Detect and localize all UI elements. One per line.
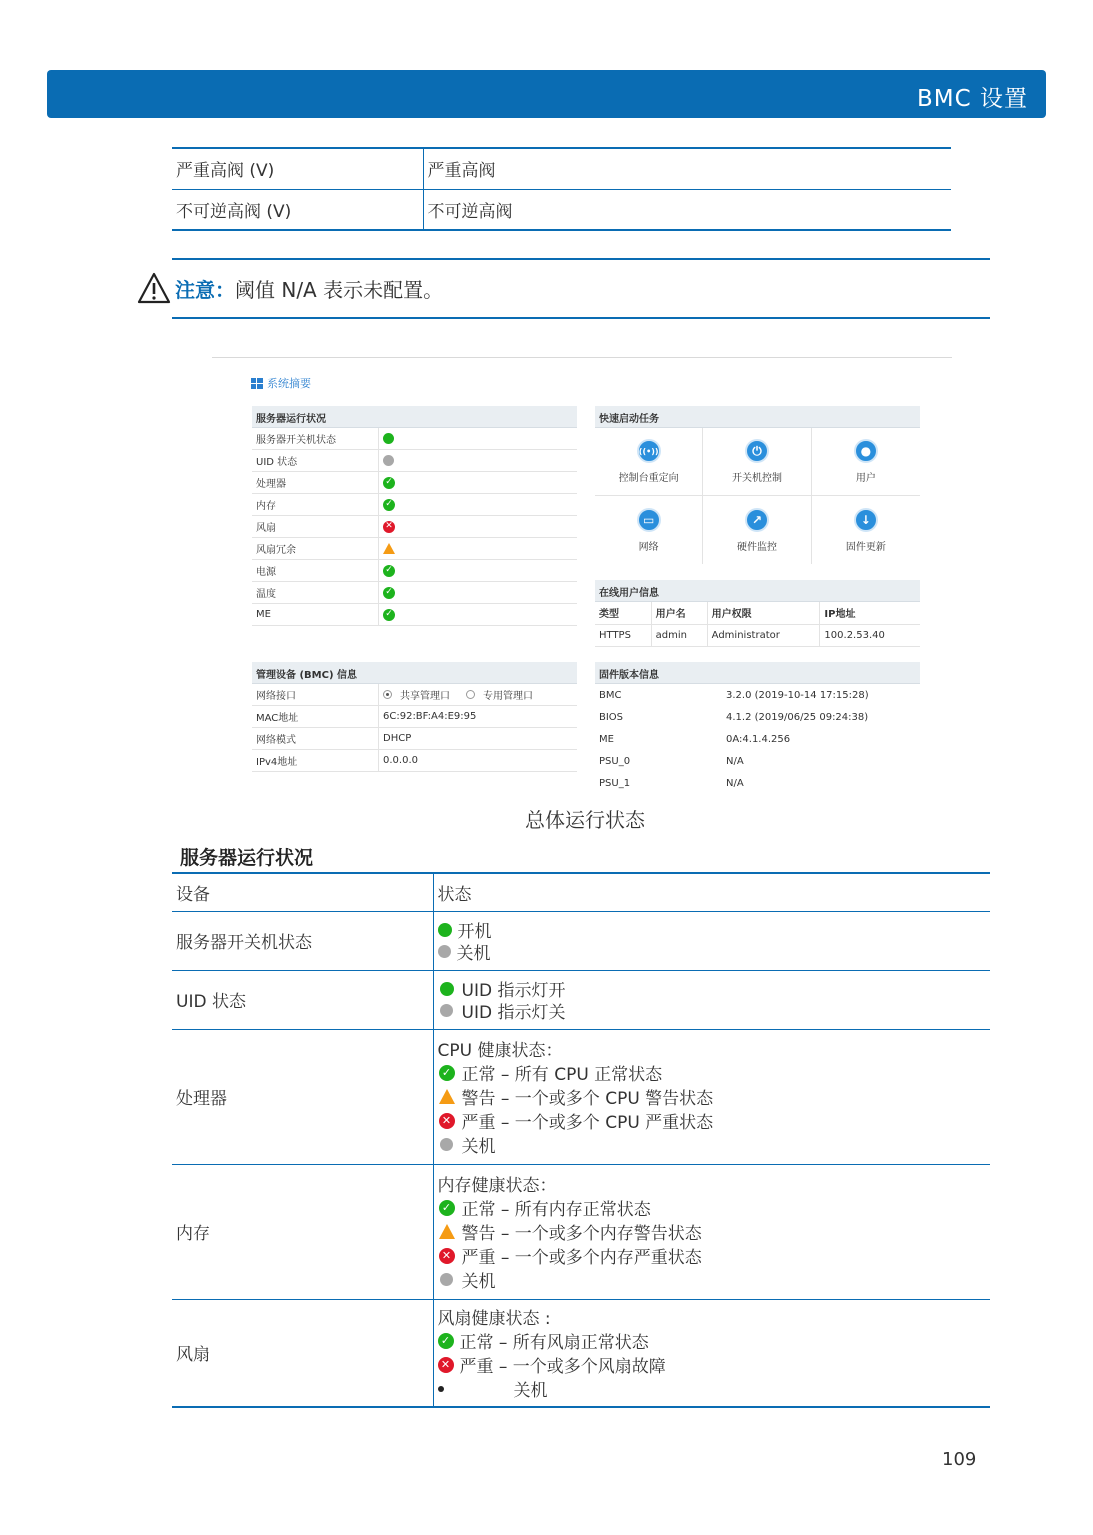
dedicated-port-radio[interactable] (466, 690, 475, 699)
status-gray-dot-icon (383, 455, 394, 466)
panel-heading: 在线用户信息 (595, 580, 920, 602)
status-line: UID 指示灯关 (438, 1000, 987, 1022)
status-heading: 内存健康状态： (437, 1176, 557, 1196)
gray-dot-icon (438, 945, 451, 958)
status-table (172, 872, 990, 1408)
quick-task-console-redirect[interactable]: ((•)) 控制台重定向 (595, 428, 703, 496)
error-icon: ✕ (439, 1113, 455, 1129)
quick-tasks-grid (595, 428, 920, 564)
status-ok-icon: ✓ (383, 587, 395, 599)
table-row (172, 970, 990, 1029)
threshold-value: 不可逆高阀 (423, 189, 951, 230)
status-line: 开机 (438, 919, 987, 941)
status-green-dot-icon (383, 433, 394, 444)
status-row: UID 状态 (252, 450, 577, 472)
firmware-row: PSU_1 N/A (599, 777, 744, 789)
status-line: 警告 – 一个或多个内存警告状态 (438, 1220, 987, 1244)
note-top-rule (172, 258, 990, 260)
status-ok-icon: ✓ (383, 499, 395, 511)
console-redirect-icon[interactable]: ((•)) (637, 439, 661, 463)
bullet-icon (438, 1386, 444, 1392)
status-line: 关机 (438, 941, 987, 963)
warning-icon (137, 272, 171, 304)
status-line: ✕ 严重 – 一个或多个风扇故障 (438, 1353, 987, 1377)
status-line: 关机 (438, 1377, 987, 1401)
dashboard-icon (251, 378, 263, 389)
firmware-row: PSU_0 N/A (599, 755, 744, 767)
table-header-row (172, 873, 990, 911)
power-icon[interactable]: ⏻ (745, 439, 769, 463)
online-users-panel (595, 580, 920, 647)
green-dot-icon (440, 982, 454, 996)
threshold-name: 不可逆高阀 (V) (172, 189, 423, 230)
page-section-title: BMC 设置 (917, 86, 1028, 112)
error-icon: ✕ (438, 1357, 454, 1373)
status-row: 电源 ✓ (252, 560, 577, 582)
shared-port-radio[interactable] (383, 690, 392, 699)
status-line: 关机 (438, 1133, 987, 1157)
network-icon[interactable]: ▭ (637, 508, 661, 532)
status-heading: CPU 健康状态： (437, 1041, 563, 1061)
note-bottom-rule (172, 317, 990, 319)
status-heading: 风扇健康状态 : (437, 1309, 551, 1330)
status-ok-icon: ✓ (383, 609, 395, 621)
hardware-monitor-icon[interactable]: ↗ (745, 508, 769, 532)
note (137, 271, 443, 305)
error-icon: ✕ (439, 1248, 455, 1264)
quick-task-hardware-monitor[interactable]: ↗ 硬件监控 (703, 496, 811, 564)
status-row: 风扇 ✕ (252, 516, 577, 538)
status-ok-icon: ✓ (383, 565, 395, 577)
bmc-info-row: IPv4地址 0.0.0.0 (252, 750, 577, 772)
firmware-row: BMC 3.2.0 (2019-10-14 17:15:28) (599, 689, 869, 701)
status-line: ✕ 严重 – 一个或多个内存严重状态 (438, 1244, 987, 1268)
header-bar (47, 70, 1046, 118)
green-dot-icon (438, 923, 452, 937)
gray-dot-icon (440, 1138, 453, 1151)
quick-task-users[interactable]: ● 用户 (812, 428, 920, 496)
check-icon: ✓ (439, 1065, 455, 1081)
figure-caption: 总体运行状态 (525, 808, 645, 832)
quick-tasks-panel (595, 406, 920, 564)
table-row: HTTPS admin Administrator 100.2.53.40 (595, 624, 920, 646)
system-summary-screenshot (212, 357, 952, 789)
status-line: ✓ 正常 – 所有内存正常状态 (438, 1196, 987, 1220)
table-row (172, 1029, 990, 1164)
online-users-table (595, 602, 920, 647)
status-line: ✓ 正常 – 所有风扇正常状态 (438, 1329, 987, 1353)
column-header: 状态 (433, 873, 990, 911)
panel-heading: 服务器运行状况 (252, 406, 577, 428)
table-header-row: 类型 用户名 用户权限 IP地址 (595, 602, 920, 624)
device-name: 风扇 (172, 1299, 433, 1407)
device-name: 处理器 (172, 1029, 433, 1164)
status-row: 内存 ✓ (252, 494, 577, 516)
status-line: 关机 (438, 1268, 987, 1292)
status-error-icon: ✕ (383, 521, 395, 533)
panel-heading: 固件版本信息 (595, 662, 920, 684)
table-row (172, 148, 951, 189)
section-title: 服务器运行状况 (180, 847, 314, 869)
column-header: 设备 (172, 873, 433, 911)
quick-task-network[interactable]: ▭ 网络 (595, 496, 703, 564)
firmware-row: ME 0A:4.1.4.256 (599, 733, 791, 745)
quick-task-firmware-update[interactable]: ↓ 固件更新 (812, 496, 920, 564)
threshold-name: 严重高阀 (V) (172, 148, 423, 189)
status-row: 风扇冗余 (252, 538, 577, 560)
firmware-update-icon[interactable]: ↓ (854, 508, 878, 532)
threshold-table (172, 147, 951, 231)
bmc-info-panel (252, 662, 577, 772)
status-row: 处理器 ✓ (252, 472, 577, 494)
check-icon: ✓ (438, 1333, 454, 1349)
device-name: UID 状态 (172, 970, 433, 1029)
status-line: 警告 – 一个或多个 CPU 警告状态 (438, 1085, 987, 1109)
status-line: ✓ 正常 – 所有 CPU 正常状态 (438, 1061, 987, 1085)
panel-heading: 快速启动任务 (595, 406, 920, 428)
status-row: 温度 ✓ (252, 582, 577, 604)
bmc-info-row: MAC地址 6C:92:BF:A4:E9:95 (252, 706, 577, 728)
server-status-panel (252, 406, 577, 626)
firmware-panel (595, 662, 920, 794)
panel-heading: 管理设备 (BMC) 信息 (252, 662, 577, 684)
device-name: 内存 (172, 1164, 433, 1299)
status-row: ME ✓ (252, 604, 577, 626)
table-row (172, 189, 951, 230)
user-icon[interactable]: ● (854, 439, 878, 463)
table-row (172, 1299, 990, 1407)
bmc-info-row: 网络模式 DHCP (252, 728, 577, 750)
quick-task-power-control[interactable]: ⏻ 开关机控制 (703, 428, 811, 496)
network-port-row: 网络接口 共享管理口 专用管理口 (252, 684, 577, 706)
firmware-row: BIOS 4.1.2 (2019/06/25 09:24:38) (599, 711, 869, 723)
threshold-value: 严重高阀 (423, 148, 951, 189)
check-icon: ✓ (439, 1200, 455, 1216)
page-number: 109 (942, 1449, 977, 1470)
status-line: UID 指示灯开 (438, 978, 987, 1000)
gray-dot-icon (440, 1004, 453, 1017)
gray-dot-icon (440, 1273, 453, 1286)
note-label: 注意： (175, 277, 235, 302)
warning-triangle-icon (439, 1224, 455, 1239)
table-row (172, 1164, 990, 1299)
status-row: 服务器开关机状态 (252, 428, 577, 450)
status-warning-icon (383, 543, 395, 554)
note-text: 阈值 N/A 表示未配置。 (235, 277, 444, 302)
warning-triangle-icon (439, 1089, 455, 1104)
status-line: ✕ 严重 – 一个或多个 CPU 严重状态 (438, 1109, 987, 1133)
device-name: 服务器开关机状态 (172, 911, 433, 970)
status-ok-icon: ✓ (383, 477, 395, 489)
system-summary-title: 系统摘要 (251, 375, 311, 391)
table-row (172, 911, 990, 970)
